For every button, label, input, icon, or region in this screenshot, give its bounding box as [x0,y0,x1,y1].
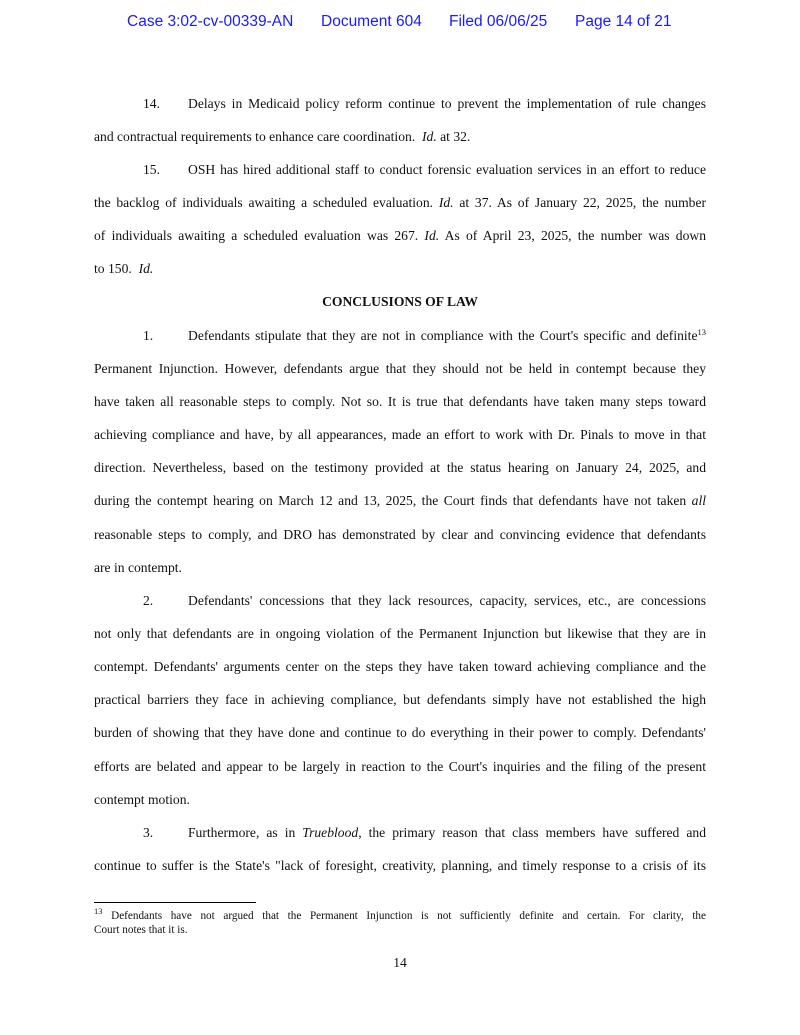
text-segment: of individuals awaiting a scheduled evaluation was 267. [94,228,425,244]
text-segment: contempt. Defendants' arguments center on the steps they have taken toward achieving compliance and the [94,659,706,675]
text-segment: not only that defendants are in ongoing violation of the Permanent Injunction but likewise that they are in [94,626,706,641]
text-segment: efforts are belated and appear to be largely in reaction to the Court's inquiries and the filing of the present [94,758,706,774]
text-segment: Permanent Injunction. However, defendants argue that they should not be held in contempt because they [94,360,706,376]
footnote-reference: 13 [697,326,706,337]
header-page-count: Page 14 of 21 [575,13,672,30]
text-line [94,683,706,716]
section-heading [94,285,706,318]
text-line [94,352,706,385]
text-segment: during the contempt hearing on March 12 and 13, 2025, the Court finds that defendants have not taken [94,493,692,509]
text-segment: As of April 23, 2025, the number was down [439,228,707,244]
text-line [94,816,706,849]
italic-text: all [691,493,706,509]
page-number: 14 [393,955,407,970]
text-line [94,153,706,186]
text-segment: practical barriers they face in achieving compliance, but defendants simply have not established the high [94,692,706,708]
text-line [94,252,706,285]
text-segment: Furthermore, as in [188,824,303,840]
text-line [94,617,706,650]
text-line [94,120,706,153]
text-segment: Defendants stipulate that they are not in compliance with the Court's specific and definite [188,327,698,343]
text-segment: achieving compliance and have, by all appearances, made an effort to work with Dr. Pinals to move in that [94,427,706,443]
text-segment: reasonable steps to comply, and DRO has demonstrated by clear and convincing evidence that defendants [94,526,706,542]
header-filed-date: Filed 06/06/25 [449,13,548,30]
text-segment: Defendants' concessions that they lack resources, capacity, services, etc., are concessions [188,592,706,608]
text-segment: contempt motion. [94,791,190,807]
italic-text: Id. [138,261,154,277]
text-line [94,650,706,683]
footnote-13 [94,906,706,937]
text-segment: at 32. [436,128,471,144]
italic-text: Trueblood [302,824,359,840]
text-line [94,783,706,816]
text-line [94,518,706,551]
text-segment: continue to suffer is the State's "lack of foresight, creativity, planning, and timely response to a crisis of its [94,858,706,874]
text-line [94,418,706,451]
paragraph-number: 3. [143,824,154,840]
italic-text: Id. [422,128,437,144]
text-line [94,484,706,517]
text-segment: the backlog of individuals awaiting a scheduled evaluation. [94,194,439,210]
text-segment: Delays in Medicaid policy reform continue to prevent the implementation of rule changes [188,95,706,111]
text-line [94,87,706,120]
text-line [94,750,706,783]
text-line [94,385,706,418]
paragraph-number: 1. [143,327,154,343]
text-line [94,219,706,252]
text-line [94,551,706,584]
footnote-text-line-2: Court notes that it is. [94,923,188,936]
header-document-number: Document 604 [321,13,422,30]
text-segment: CONCLUSIONS OF LAW [322,294,478,310]
text-segment: at 37. As of January 22, 2025, the number [453,194,707,210]
document-body [94,87,706,883]
text-segment: have taken all reasonable steps to comply. Not so. It is true that defendants have taken many steps toward [94,393,706,409]
footnote-divider [94,902,256,903]
paragraph-number: 15. [143,161,160,177]
text-segment: burden of showing that they have done and continue to do everything in their power to comply. Defendants' [94,725,706,741]
text-segment: , the primary reason that class members have suffered and [358,824,706,840]
italic-text: Id. [424,228,440,244]
text-segment: to 150. [94,261,139,277]
text-line [94,716,706,749]
footnote-marker: 13 [94,906,103,916]
text-segment: direction. Nevertheless, based on the testimony provided at the status hearing on January 24, 2025, and [94,460,706,476]
text-line [94,319,706,352]
italic-text: Id. [438,194,454,210]
text-line [94,186,706,219]
text-segment: and contractual requirements to enhance care coordination. [94,128,422,144]
text-segment: OSH has hired additional staff to conduct forensic evaluation services in an effort to reduce [188,161,706,177]
footnote-text-line-1: Defendants have not argued that the Permanent Injunction is not sufficiently definite and certain. For clarity, the [102,910,706,922]
paragraph-number: 2. [143,592,154,608]
paragraph-number: 14. [143,95,160,111]
header-case-number: Case 3:02-cv-00339-AN [127,13,294,30]
text-line [94,451,706,484]
text-segment: are in contempt. [94,559,182,575]
text-line [94,849,706,882]
text-line [94,584,706,617]
